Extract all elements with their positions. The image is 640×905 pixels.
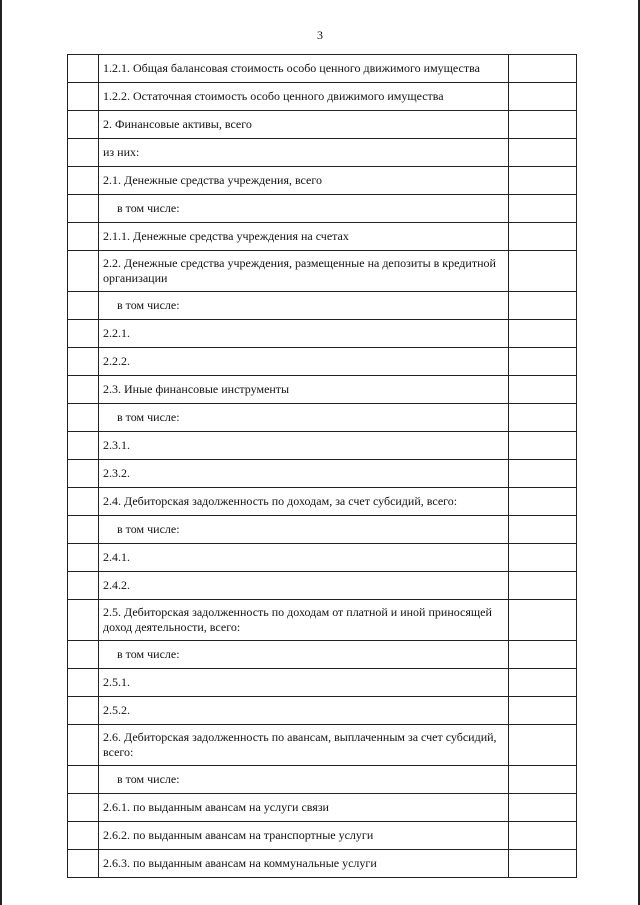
table-row: [68, 195, 577, 223]
row-value-cell: [509, 641, 577, 669]
row-code-cell: [68, 697, 99, 725]
table-row: [68, 697, 577, 725]
row-code-cell: [68, 516, 99, 544]
table-row: [68, 292, 577, 320]
row-value-cell: [509, 251, 577, 292]
row-code-cell: [68, 320, 99, 348]
table-row: [68, 376, 577, 404]
row-code-cell: [68, 460, 99, 488]
table-row: [68, 460, 577, 488]
scan-left-edge: [0, 0, 2, 905]
row-code-cell: [68, 195, 99, 223]
row-label-cell: 2.2.1.: [99, 320, 509, 348]
row-code-cell: [68, 641, 99, 669]
row-label-cell: 2.3.1.: [99, 432, 509, 460]
table-row: [68, 83, 577, 111]
row-value-cell: [509, 55, 577, 83]
row-code-cell: [68, 766, 99, 794]
table-row: [68, 432, 577, 460]
row-code-cell: [68, 794, 99, 822]
row-value-cell: [509, 111, 577, 139]
row-label-cell: в том числе:: [99, 766, 509, 794]
row-value-cell: [509, 320, 577, 348]
row-label-cell: в том числе:: [99, 516, 509, 544]
row-code-cell: [68, 376, 99, 404]
table-row: [68, 167, 577, 195]
row-value-cell: [509, 516, 577, 544]
row-label-cell: из них:: [99, 139, 509, 167]
table-row: [68, 251, 577, 292]
row-label-cell: 2.3. Иные финансовые инструменты: [99, 376, 509, 404]
row-value-cell: [509, 544, 577, 572]
row-label-cell: 2.5. Дебиторская задолженность по доходам от платной и иной приносящей доход деятельности, всего:: [99, 600, 509, 641]
row-value-cell: [509, 195, 577, 223]
row-value-cell: [509, 766, 577, 794]
page-number: 3: [317, 28, 323, 42]
row-code-cell: [68, 725, 99, 766]
row-label-cell: 2.6.3. по выданным авансам на коммунальные услуги: [99, 850, 509, 878]
table-row: [68, 223, 577, 251]
row-value-cell: [509, 167, 577, 195]
row-label-cell: 2.4. Дебиторская задолженность по доходам, за счет субсидий, всего:: [99, 488, 509, 516]
row-label-cell: 2.3.2.: [99, 460, 509, 488]
row-code-cell: [68, 572, 99, 600]
row-code-cell: [68, 223, 99, 251]
financial-indicators-table: [67, 54, 577, 878]
row-label-cell: 2.2. Денежные средства учреждения, размещенные на депозиты в кредитной организации: [99, 251, 509, 292]
row-label-cell: 2.5.2.: [99, 697, 509, 725]
row-value-cell: [509, 83, 577, 111]
table-row: [68, 348, 577, 376]
row-value-cell: [509, 794, 577, 822]
table-body: [68, 55, 577, 878]
row-label-cell: 2.6.1. по выданным авансам на услуги связи: [99, 794, 509, 822]
table-row: [68, 572, 577, 600]
row-value-cell: [509, 432, 577, 460]
table-row: [68, 766, 577, 794]
table-row: [68, 139, 577, 167]
row-value-cell: [509, 348, 577, 376]
row-value-cell: [509, 488, 577, 516]
row-value-cell: [509, 822, 577, 850]
row-value-cell: [509, 376, 577, 404]
row-code-cell: [68, 822, 99, 850]
table-row: [68, 669, 577, 697]
row-code-cell: [68, 55, 99, 83]
row-code-cell: [68, 83, 99, 111]
table-row: [68, 822, 577, 850]
table-row: [68, 111, 577, 139]
table-row: [68, 488, 577, 516]
row-code-cell: [68, 404, 99, 432]
row-value-cell: [509, 669, 577, 697]
row-label-cell: 1.2.1. Общая балансовая стоимость особо ценного движимого имущества: [99, 55, 509, 83]
table-row: [68, 516, 577, 544]
table-row: [68, 55, 577, 83]
row-value-cell: [509, 725, 577, 766]
row-value-cell: [509, 139, 577, 167]
row-label-cell: 2.5.1.: [99, 669, 509, 697]
row-label-cell: 2.4.1.: [99, 544, 509, 572]
row-code-cell: [68, 544, 99, 572]
row-label-cell: 2.2.2.: [99, 348, 509, 376]
row-label-cell: 2.6. Дебиторская задолженность по авансам, выплаченным за счет субсидий, всего:: [99, 725, 509, 766]
row-label-cell: в том числе:: [99, 641, 509, 669]
row-code-cell: [68, 348, 99, 376]
row-value-cell: [509, 697, 577, 725]
row-value-cell: [509, 292, 577, 320]
row-label-cell: 2. Финансовые активы, всего: [99, 111, 509, 139]
table-row: [68, 600, 577, 641]
row-label-cell: 2.6.2. по выданным авансам на транспортные услуги: [99, 822, 509, 850]
row-label-cell: 1.2.2. Остаточная стоимость особо ценного движимого имущества: [99, 83, 509, 111]
row-code-cell: [68, 850, 99, 878]
row-label-cell: в том числе:: [99, 195, 509, 223]
row-code-cell: [68, 251, 99, 292]
table-row: [68, 404, 577, 432]
table-row: [68, 850, 577, 878]
row-value-cell: [509, 600, 577, 641]
row-label-cell: в том числе:: [99, 292, 509, 320]
row-value-cell: [509, 404, 577, 432]
table-row: [68, 544, 577, 572]
row-code-cell: [68, 669, 99, 697]
row-label-cell: 2.1. Денежные средства учреждения, всего: [99, 167, 509, 195]
row-code-cell: [68, 139, 99, 167]
row-code-cell: [68, 488, 99, 516]
row-code-cell: [68, 111, 99, 139]
row-value-cell: [509, 223, 577, 251]
row-code-cell: [68, 292, 99, 320]
table-row: [68, 725, 577, 766]
row-code-cell: [68, 600, 99, 641]
row-label-cell: 2.1.1. Денежные средства учреждения на счетах: [99, 223, 509, 251]
row-label-cell: 2.4.2.: [99, 572, 509, 600]
row-value-cell: [509, 850, 577, 878]
row-value-cell: [509, 572, 577, 600]
row-code-cell: [68, 167, 99, 195]
table-row: [68, 320, 577, 348]
row-code-cell: [68, 432, 99, 460]
row-label-cell: в том числе:: [99, 404, 509, 432]
table-row: [68, 641, 577, 669]
table-row: [68, 794, 577, 822]
row-value-cell: [509, 460, 577, 488]
